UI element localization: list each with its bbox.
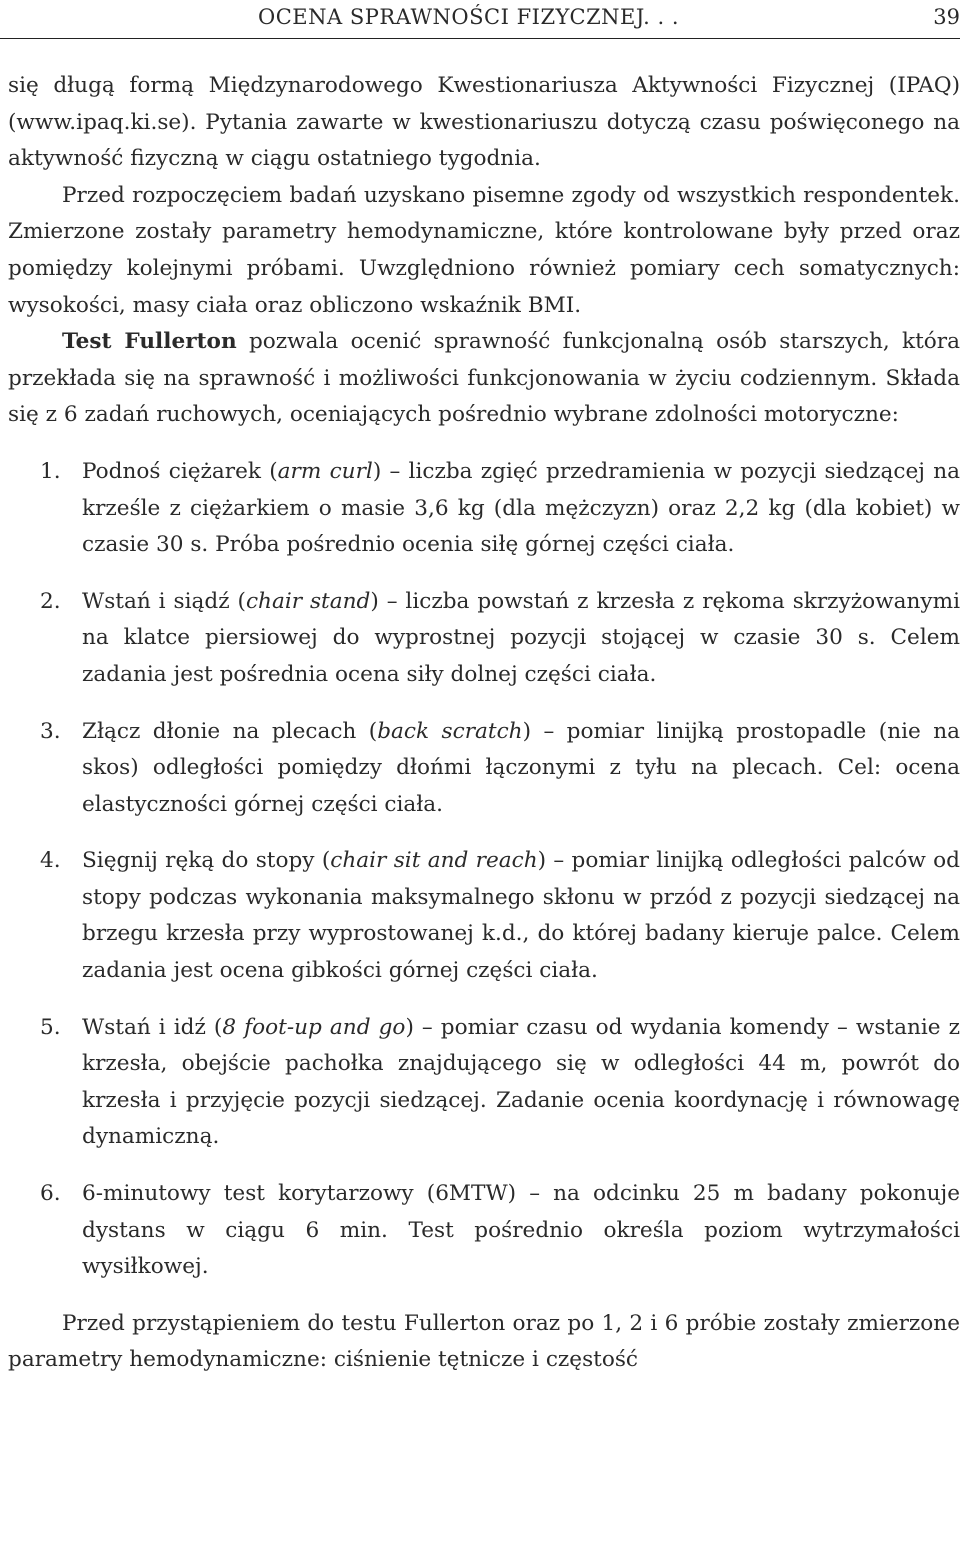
list-number: 1.: [40, 458, 61, 484]
paragraph-fullerton-intro: [8, 324, 960, 434]
item-text: Wstań i idź (: [82, 1014, 223, 1040]
item-text: 6-minutowy test korytarzowy (6MTW) – na odcinku 25 m badany pokonuje dystans w ciągu 6 min. Test pośrednio określa poziom wytrzymałości wysiłkowej.: [82, 1181, 960, 1280]
item-text: ) – pomiar czasu od wydania komendy – wstanie z krzesła, obejście pachołka znajdującego się w odległości 44 m, powrót do krzesła i przyjęcie pozycji siedzącej. Zadanie ocenia koordynację i równowagę dynamiczną.: [82, 1014, 960, 1150]
item-text: ) – liczba powstań z krzesła z rękoma skrzyżowanymi na klatce piersiowej do wyprostnej pozycji stojącej w czasie 30 s. Celem zadania jest pośrednia ocena siły dolnej części ciała.: [82, 588, 960, 687]
list-item: [8, 454, 960, 564]
list-item: [8, 1010, 960, 1156]
paragraph-hemodynamic: Przed przystąpieniem do testu Fullerton oraz po 1, 2 i 6 próbie zostały zmierzone parametry hemodynamiczne: ciśnienie tętnicze i częstość: [8, 1310, 960, 1373]
list-item: [8, 1176, 960, 1286]
running-title: OCENA SPRAWNOŚCI FIZYCZNEJ. . .: [258, 5, 680, 29]
test-list: [8, 454, 960, 1286]
list-number: 4.: [40, 848, 61, 874]
item-term: chair sit and reach: [330, 848, 538, 874]
paragraph-consent: Przed rozpoczęciem badań uzyskano pisemne zgody od wszystkich respondentek. Zmierzone zostały parametry hemodynamiczne, które kontrolowane były przed oraz pomiędzy kolejnymi próbami. Uwzględniono również pomiary cech somatycznych: wysokości, masy ciała oraz obliczono wskaźnik BMI.: [8, 182, 960, 318]
item-text: ) – liczba zgięć przedramienia w pozycji siedzącej na krześle z ciężarkiem o masie 3,6 kg (dla mężczyzn) oraz 2,2 kg (dla kobiet) w czasie 30 s. Próba pośrednio ocenia siłę górnej części ciała.: [82, 458, 960, 558]
list-number: 5.: [40, 1014, 61, 1040]
item-text: ) – pomiar linijką odległości palców od stopy podczas wykonania maksymalnego skłonu w przód z pozycji siedzącej na brzegu krzesła przy wyprostowanej k.d., do której badany kieruje palce. Celem zadania jest ocena gibkości górnej części ciała.: [82, 848, 960, 984]
item-text: Sięgnij ręką do stopy (: [82, 848, 331, 874]
item-term: 8 foot-up and go: [222, 1014, 406, 1040]
item-text: Złącz dłonie na plecach (: [82, 718, 378, 744]
list-item: [8, 584, 960, 694]
list-number: 6.: [40, 1181, 61, 1207]
page-body: [8, 68, 960, 1379]
list-item: [8, 843, 960, 989]
item-text: Podnoś ciężarek (: [82, 458, 278, 484]
item-text: Wstań i siądź (: [82, 588, 246, 614]
paragraph-continuation: się długą formą Międzynarodowego Kwestionariusza Aktywności Fizycznej (IPAQ) (www.ipaq.ki.se). Pytania zawarte w kwestionariuszu dotyczą czasu poświęconego na aktywność fizyczną w ciągu ostatniego tygodnia.: [8, 73, 960, 172]
list-number: 3.: [40, 718, 61, 744]
fullerton-term: Test Fullerton: [62, 329, 237, 355]
list-number: 2.: [40, 588, 61, 614]
list-item: [8, 714, 960, 824]
item-term: arm curl: [277, 458, 373, 484]
item-term: chair stand: [245, 588, 371, 614]
running-header: [0, 0, 960, 39]
item-term: back scratch: [377, 718, 523, 744]
page-number: 39: [933, 5, 960, 29]
item-text: ) – pomiar linijką prostopadle (nie na skos) odległości pomiędzy dłońmi łączonymi z tyłu na plecach. Cel: ocena elastyczności górnej części ciała.: [82, 718, 960, 817]
fullerton-intro-text: pozwala ocenić sprawność funkcjonalną osób starszych, która przekłada się na sprawność i możliwości funkcjonowania w życiu codziennym. Składa się z 6 zadań ruchowych, oceniających pośrednio wybrane zdolności motoryczne:: [8, 329, 960, 428]
